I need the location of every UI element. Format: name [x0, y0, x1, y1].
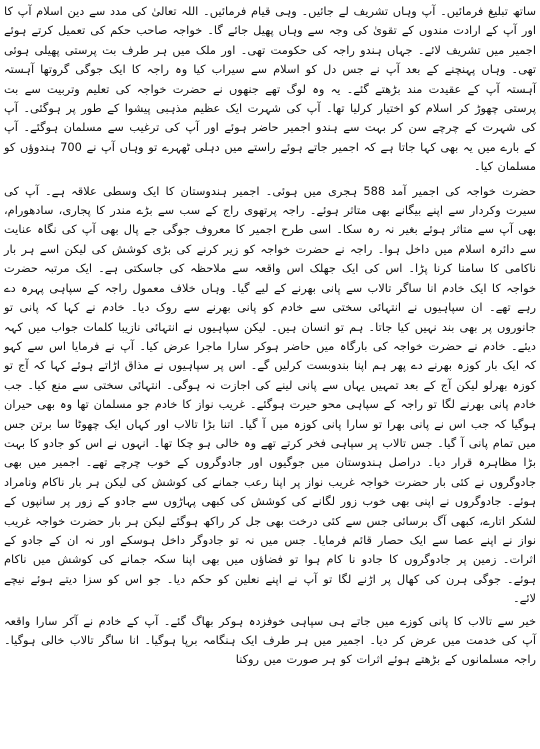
paragraph-ajmer-arrival: ساتھ تبلیغ فرمائیں۔ آپ وہاں تشریف لے جائیں۔ وہی قیام فرمائیں۔ اللہ تعالیٰ کی مدد سے دین اسلام آپ کا اور آپ کے ارادت مندوں کے تقویٰ کی وجہ سے وہاں پھیل جائے گا۔ خواجہ صاحب حکم کی تعمیل کرتے ہوئے اجمیر میں تشریف لائے۔ جہاں ہندو راجہ کی حکومت تھی۔ اور ملک میں ہر طرف بت پرستی پھیلی ہوئی تھی۔ وہاں پہنچنے کے بعد آپ نے جس دل کو اسلام سے سیراب کیا وہ راجہ کا ایک جوگی گروتھا آہستہ آہستہ آپ کے عقیدت مند بڑھتے گئے۔ یہ وہ لوگ تھے جنھوں نے حضرت خواجہ کی تعلیم وتربیت سے بت پرستی چھوڑ کر اسلام کو اختیار کرلیا تھا۔ آپ کی شہرت ایک عظیم مذہبی پیشوا کے طور پر ہوگئی۔ آپ کی شہرت کے چرچے سن کر بہت سے ہندو اجمیر حاضر ہوئے اور آپ کی ترغیب سے مسلمان ہوگئے۔ آپ کے بارے میں یہ بھی کہا جاتا ہے کہ اجمیر جاتے ہوئے راستے میں دہلی ٹھہرے تو وہاں آپ نے 700 ہندوؤں کو مسلمان کیا۔	[4, 4, 536, 174]
paragraph-miracle-of-anasagar: حضرت خواجہ کی اجمیر آمد 588 ہجری میں ہوئی۔ اجمیر ہندوستان کا ایک وسطی علاقہ ہے۔ آپ کی سیرت وکردار سے اپنے بیگانے بھی متاثر ہوئے۔ راجہ پرتھوی راج کے سب سے بڑے مندر کا پجاری، سادھورام، بھی آپ سے متاثر ہوئے بغیر نہ رہ سکا۔ اسی طرح اجمیر کا معروف جوگی جے پال بھی آپ کی نگاہ عنایت سے دائرہ اسلام میں داخل ہوا۔ راجہ نے حضرت خواجہ کو زیر کرنے کی بڑی کوشش کی لیکن اسے ہر بار ناکامی کا سامنا کرنا پڑا۔ اس کی ایک جھلک اس واقعہ سے ملاحظہ کی جاسکتی ہے۔ ایک مرتبہ حضرت خواجہ کا ایک خادم انا ساگر تالاب سے پانی بھرنے کے لیے گیا۔ وہاں خلاف معمول راجہ کے سپاہی پہرہ دے رہے تھے۔ ان سپاہیوں نے انتہائی سختی سے خادم کو پانی بھرنے سے روک دیا۔ خادم نے کہا کہ پانی تو جانوروں پر بھی بند نہیں کیا جاتا۔ ہم تو انسان ہیں۔ لیکن سپاہیوں نے انتہائی نازیبا کلمات جواب میں کہہ دیئے۔ خادم نے حضرت خواجہ کی بارگاہ میں حاضر ہوکر سارا ماجرا عرض کیا۔ آپ نے فرمایا اس سے کہو کہ ایک بار کوزہ بھرنے دے پھر ہم اپنا بندوبست کرلیں گے۔ اس پر سپاہیوں نے مذاق اڑاتے ہوئے کہا کہ آج تو کوزہ بھرلو لیکن آج کے بعد تمہیں یہاں سے پانی لینے کی اجازت نہ ہوگی۔ انتہائی سختی سے منع کیا۔ جب خادم پانی بھرنے لگا تو راجہ کے سپاہی محو حیرت ہوگئے۔ غریب نواز کا خادم جو مسلمان تھا وہ بھی حیران ہوگیا کہ جب اس نے پانی بھرا تو سارا پانی کوزہ میں آ گیا۔ اتنا بڑا تالاب اور کہاں ایک چھوٹا سا برتن جس میں تمام پانی آ گیا۔ جس تالاب پر سپاہی فخر کرتے تھے وہ خالی ہو چکا تھا۔ انہوں نے اس کو جادو کا بہت بڑا مظاہرہ قرار دیا۔ دراصل ہندوستان میں جوگیوں اور جادوگروں کے خوب چرچے تھے۔ اجمیر میں بھی جادوگروں نے کئی بار حضرت خواجہ غریب نواز پر اپنا رعب جمانے کی کوشش کی لیکن ہر بار ناکام ونامراد ہوئے۔ جادوگروں نے اپنی بھی خوب زور لگانے کی کوشش کی کبھی پہاڑوں سے جادو کے زور پر سانپوں کے لشکر اتارے، کبھی آگ برسائی جس سے کئی درخت بھی جل کر راکھ ہوگئے لیکن ہر بار حضرت خواجہ غریب نواز نے اپنے عصا سے ایک حصار قائم فرمایا۔ جس میں نہ تو جادوگر داخل ہوسکے اور نہ ان کے جادو کے اثرات۔ زمین پر جادوگروں کا جادو نا کام ہوا تو فضاؤں میں بھی اپنا سکہ جمانے کی کوشش میں ناکام ہوئے۔ جوگی ہرن کی کھال پر اڑنے لگا تو آپ نے اپنے نعلین کو حکم دیا۔ جو اس کو سزا دیتے ہوئے نیچے لائے۔	[4, 183, 536, 606]
paragraph-aftermath: خیر سے تالاب کا پانی کوزے میں جاتے ہی سپاہی خوفزدہ ہوکر بھاگ گئے۔ آپ کے خادم نے آکر سارا واقعہ آپ کی خدمت میں عرض کر دیا۔ اجمیر میں ہر طرف ایک ہنگامہ برپا ہوگیا۔ انا ساگر تالاب خالی ہوگیا۔ راجہ مسلمانوں کے بڑھتے ہوئے اثرات کو ہر صورت میں روکنا	[4, 613, 536, 667]
